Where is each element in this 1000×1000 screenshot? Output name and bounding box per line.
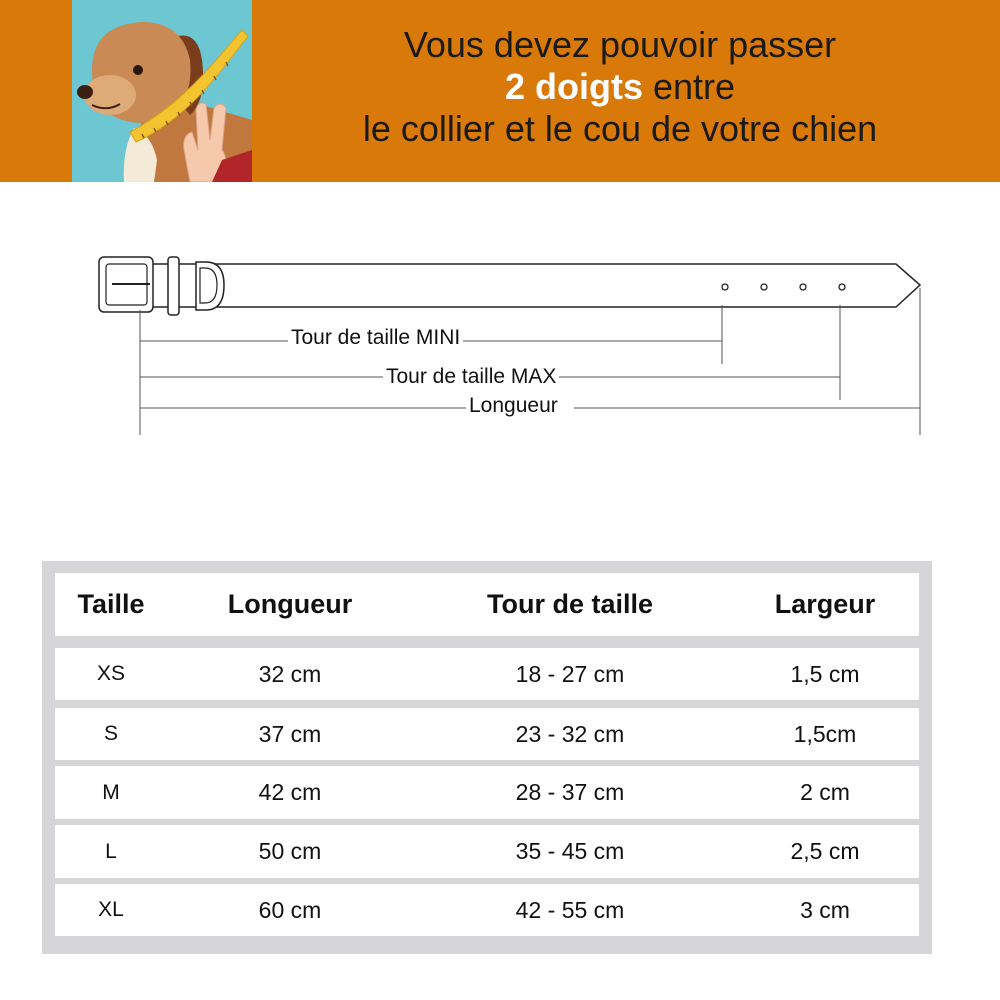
- cell-width: 2 cm: [800, 779, 850, 805]
- cell-neck: 42 - 55 cm: [515, 896, 625, 923]
- instruction-banner: [0, 0, 1000, 182]
- collar-drawing: [0, 240, 1000, 450]
- banner-highlight: 2 doigts: [504, 66, 643, 107]
- header-longueur: Longueur: [227, 589, 353, 619]
- header-taille: Taille: [77, 589, 145, 619]
- cell-neck: 35 - 45 cm: [515, 838, 625, 864]
- table-row: [55, 766, 919, 819]
- collar-diagram: [0, 240, 1000, 450]
- header-tour-de-taille: Tour de taille: [486, 589, 654, 619]
- dog-measuring-illustration: [72, 0, 252, 182]
- cell-width: 3 cm: [800, 896, 850, 923]
- cell-width: 2,5 cm: [790, 838, 860, 864]
- cell-length: 42 cm: [258, 779, 322, 805]
- banner-line-2: [262, 66, 978, 108]
- cell-width: 1,5 cm: [790, 660, 860, 687]
- table-row: [55, 825, 919, 878]
- table-row: [55, 648, 919, 700]
- cell-length: 60 cm: [258, 896, 322, 923]
- cell-size: S: [103, 722, 118, 745]
- cell-neck: 28 - 37 cm: [515, 779, 625, 805]
- size-table: [42, 561, 932, 954]
- banner-instruction-text: [262, 24, 978, 150]
- label-tour-mini: Tour de taille MINI: [288, 326, 463, 350]
- cell-length: 32 cm: [258, 660, 322, 687]
- banner-line-3: le collier et le cou de votre chien: [362, 108, 878, 149]
- table-header-row: [55, 573, 919, 636]
- header-largeur: Largeur: [774, 589, 876, 619]
- label-tour-max: Tour de taille MAX: [383, 365, 559, 389]
- cell-neck: 18 - 27 cm: [515, 660, 625, 687]
- table-row: [55, 708, 919, 760]
- label-longueur: Longueur: [466, 394, 574, 418]
- cell-length: 50 cm: [258, 838, 322, 864]
- cell-width: 1,5cm: [793, 720, 857, 747]
- table-row: [55, 884, 919, 936]
- banner-line-2-rest: entre: [642, 66, 736, 107]
- cell-size: L: [105, 839, 117, 863]
- cell-length: 37 cm: [258, 720, 322, 747]
- cell-size: XS: [96, 662, 125, 685]
- cell-neck: 23 - 32 cm: [515, 720, 625, 747]
- cell-size: XL: [98, 898, 124, 921]
- cell-size: M: [102, 780, 120, 804]
- banner-line-1: Vous devez pouvoir passer: [403, 24, 837, 65]
